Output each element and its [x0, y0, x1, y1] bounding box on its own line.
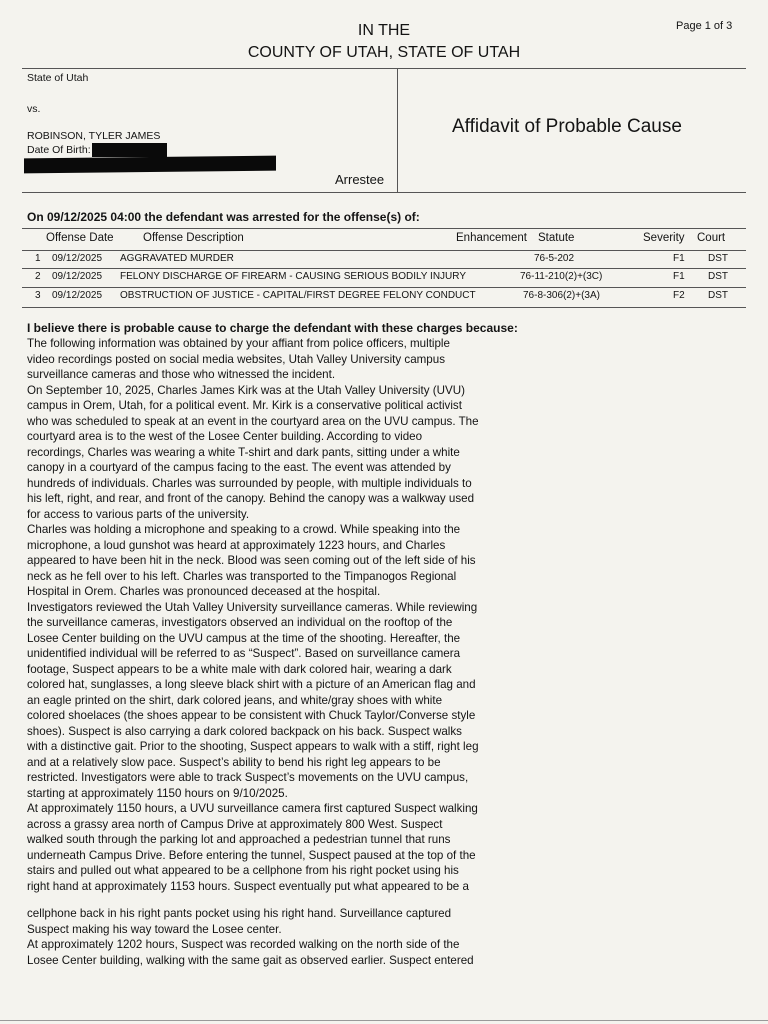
narrative-line: neck as he fell over to his left. Charles was transported to the Timpanogos Regional [27, 569, 457, 583]
page-bottom-edge [0, 1020, 768, 1021]
narrative-line: On September 10, 2025, Charles James Kirk was at the Utah Valley University (UVU) [27, 383, 465, 397]
narrative-line: Losee Center building, walking with the same gait as observed earlier. Suspect entered [27, 953, 474, 967]
narrative-line: and at a relatively slow pace. Suspect’s ability to bend his right leg appears to be [27, 755, 441, 769]
row-number: 1 [35, 253, 41, 264]
narrative-line: campus in Orem, Utah, for a political event. Mr. Kirk is a conservative political activist [27, 399, 462, 412]
court: DST [708, 253, 728, 264]
offense-date: 09/12/2025 [52, 290, 103, 301]
table-row [22, 287, 746, 305]
caption-top-rule [22, 68, 746, 69]
versus: vs. [27, 103, 41, 115]
table-row [22, 250, 746, 268]
arrestee-label: Arrestee [335, 172, 385, 187]
table-row [22, 268, 746, 286]
narrative-line: shoes). Suspect is also carrying a dark colored backpack on his back. Suspect walks [27, 724, 462, 738]
narrative-line: across a grassy area north of Campus Drive at approximately 800 West. Suspect [27, 817, 443, 831]
plaintiff: State of Utah [27, 72, 89, 84]
narrative-line: for access to various parts of the university. [27, 507, 250, 521]
narrative-line: unidentified individual will be referred to as “Suspect”. Based on surveillance camera [27, 647, 461, 660]
header-severity: Severity [643, 232, 685, 244]
narrative-line: hundreds of individuals. Charles was surrounded by people, with multiple individuals to [27, 476, 472, 490]
narrative-line: Losee Center building on the UVU campus at the time of the shooting. Hereafter, the [27, 631, 461, 645]
narrative-line: right hand at approximately 1153 hours. Suspect eventually put what appeared to be a [27, 879, 469, 893]
narrative-line: The following information was obtained by your affiant from police officers, multiple [27, 337, 450, 350]
narrative-line: restricted. Investigators were able to track Suspect’s movements on the UVU campus, [27, 771, 469, 784]
narrative-line: with a distinctive gait. Prior to the shooting, Suspect appears to walk with a stiff, right leg [27, 740, 479, 753]
narrative-line: video recordings posted on social media websites, Utah Valley University campus [27, 352, 446, 366]
dob-label: Date Of Birth: [27, 144, 91, 156]
narrative-line: surveillance cameras and those who witnessed the incident. [27, 368, 336, 381]
narrative-line: Hospital in Orem. Charles was pronounced deceased at the hospital. [27, 585, 381, 598]
offense-description: AGGRAVATED MURDER [120, 253, 234, 264]
narrative-line: stairs and pulled out what appeared to be a cellphone from his right pocket using his [27, 864, 459, 877]
narrative-line: At approximately 1202 hours, Suspect was recorded walking on the north side of the [27, 938, 460, 951]
court-heading-line1: IN THE [357, 22, 411, 39]
narrative-line: cellphone back in his right pants pocket using his right hand. Surveillance captured [27, 907, 452, 920]
narrative-line: footage, Suspect appears to be a white male with dark colored hair, wearing a dark [27, 662, 452, 676]
offense-description: FELONY DISCHARGE OF FIREARM - CAUSING SERIOUS BODILY INJURY [120, 271, 466, 282]
narrative-line: an eagle printed on the shirt, dark colored jeans, and white/gray shoes with white [27, 693, 443, 707]
statute: 76-5-202 [534, 253, 575, 264]
narrative-line: appeared to have been hit in the neck. Blood was seen coming out of the left side of his [27, 554, 476, 567]
probable-cause-heading: I believe there is probable cause to charge the defendant with these charges because: [27, 321, 518, 335]
address-redaction [24, 156, 276, 174]
narrative-line: who was scheduled to speak at an event in the courtyard area on the UVU campus. The [27, 414, 479, 428]
severity: F1 [673, 253, 685, 264]
narrative-continued [27, 906, 532, 968]
row-number: 2 [35, 271, 41, 282]
table-top-rule [22, 228, 746, 229]
court: DST [708, 271, 728, 282]
narrative-line: colored shoelaces (the shoes appear to be consistent with Chuck Taylor/Converse style [27, 709, 476, 722]
narrative-line: courtyard area is to the west of the Losee Center building. According to video [27, 430, 423, 443]
court: DST [708, 290, 728, 301]
header-offense-date: Offense Date [46, 232, 114, 244]
page-number: Page 1 of 3 [676, 20, 733, 32]
table-bottom-rule [22, 307, 746, 308]
narrative-line: microphone, a loud gunshot was heard at approximately 1223 hours, and Charles [27, 538, 446, 552]
statute: 76-8-306(2)+(3A) [523, 290, 600, 301]
header-offense-description: Offense Description [143, 232, 244, 244]
narrative-line: walked south through the parking lot and approached a pedestrian tunnel that runs [27, 833, 451, 846]
offense-description: OBSTRUCTION OF JUSTICE - CAPITAL/FIRST DEGREE FELONY CONDUCT [120, 290, 476, 301]
header-enhancement: Enhancement [456, 232, 527, 244]
caption-bottom-rule [22, 192, 746, 193]
court-heading-line2: COUNTY OF UTAH, STATE OF UTAH [247, 44, 521, 61]
narrative-line: the surveillance cameras, investigators observed an individual on the rooftop of the [27, 616, 453, 629]
narrative-line: underneath Campus Drive. Before entering the tunnel, Suspect paused at the top of the [27, 848, 476, 862]
header-statute: Statute [538, 232, 575, 244]
header-court: Court [697, 232, 726, 244]
dob-redaction [92, 143, 167, 157]
severity: F2 [673, 290, 685, 301]
narrative-line: Suspect making his way toward the Losee center. [27, 922, 282, 936]
narrative-line: recordings, Charles was wearing a white T-shirt and dark pants, sitting under a white [27, 445, 460, 459]
narrative-line: his left, right, and rear, and front of the canopy. Behind the canopy was a walkway used [27, 492, 475, 505]
narrative-line: canopy in a courtyard of the campus facing to the east. The event was attended by [27, 461, 451, 474]
arrest-statement: On 09/12/2025 04:00 the defendant was arrested for the offense(s) of: [27, 210, 420, 224]
statute: 76-11-210(2)+(3C) [520, 271, 603, 282]
defendant-name: ROBINSON, TYLER JAMES [27, 130, 161, 142]
offense-date: 09/12/2025 [52, 253, 103, 264]
narrative-line: Charles was holding a microphone and speaking to a crowd. While speaking into the [27, 523, 461, 536]
offense-date: 09/12/2025 [52, 271, 103, 282]
row-number: 3 [35, 290, 41, 301]
narrative-line: starting at approximately 1150 hours on 9/10/2025. [27, 786, 288, 800]
document-title: Affidavit of Probable Cause [452, 116, 682, 137]
caption-divider [397, 68, 398, 193]
narrative-line: At approximately 1150 hours, a UVU surveillance camera first captured Suspect walking [27, 802, 478, 815]
narrative-line: Investigators reviewed the Utah Valley University surveillance cameras. While reviewing [27, 600, 478, 614]
narrative-line: colored hat, sunglasses, a long sleeve black shirt with a picture of an American flag and [27, 678, 476, 691]
narrative-body [27, 336, 532, 894]
severity: F1 [673, 271, 685, 282]
